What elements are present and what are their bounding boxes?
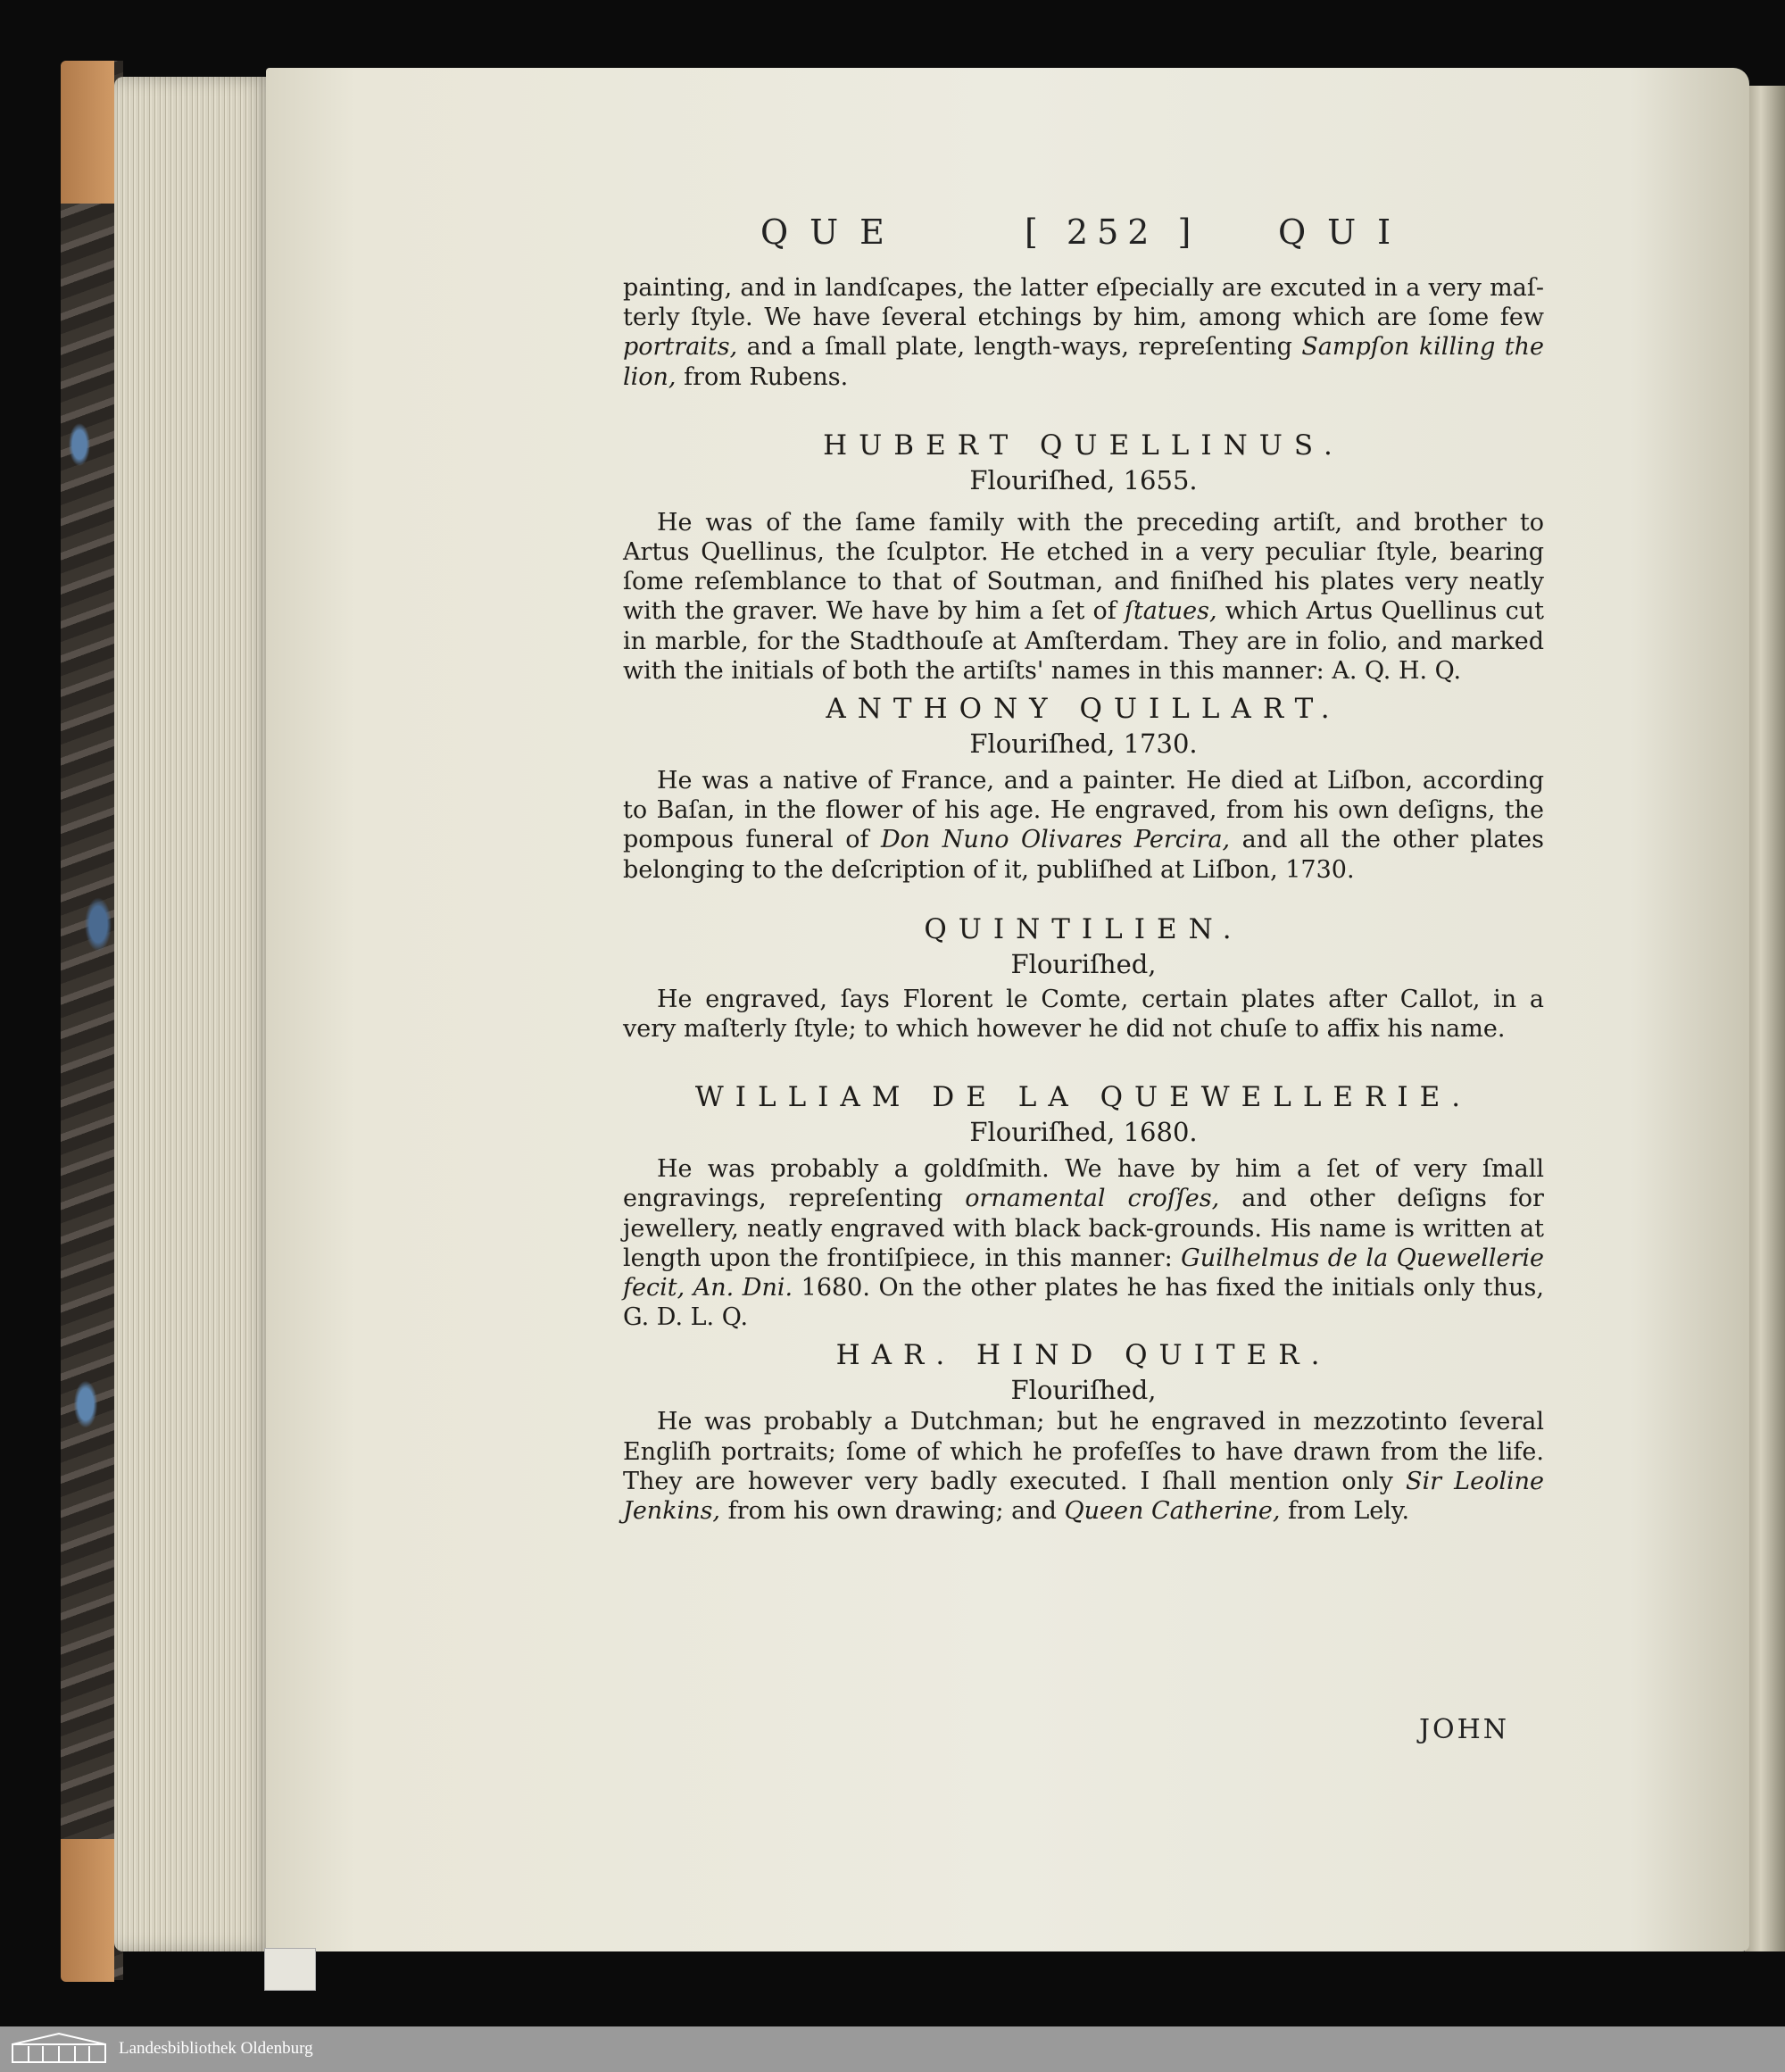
entry-date-quiter: Flouriſhed, bbox=[1010, 1375, 1157, 1406]
entry-heading-quiter: HAR. HIND QUITER. bbox=[835, 1339, 1332, 1372]
entry-heading-quewellerie: WILLIAM DE LA QUEWELLERIE. bbox=[694, 1081, 1473, 1114]
entry-date-quintilien: Flouriſhed, bbox=[1010, 948, 1157, 979]
entry-text-quiter: He was probably a Dutchman; but he engraved in mezzotinto ſeveral Engliſh portraits; ſome of which he profeſſes to have drawn from the life. They are however very badly executed. I ſhall mention only Sir Leoline Jenkins, from his own drawing; and Queen Catherine, from Lely. bbox=[623, 1408, 1544, 1526]
running-head-right: QUI bbox=[1278, 212, 1413, 252]
page-number: [ 252 ] bbox=[1025, 212, 1200, 252]
paper-tab bbox=[264, 1948, 316, 1991]
library-building-icon bbox=[11, 2032, 107, 2064]
leather-corner-top bbox=[61, 61, 114, 204]
entry-text-hubert: He was of the ſame family with the preceding artiſt, and brother to Artus Quellinus, the ſculptor. He etched in a very peculiar ſtyle, bearing ſome reſemblance to that of Soutman, and finiſhed his plates very neatly with the graver. We have by him a ſet of ſtatues, which Artus Quellinus cut in marble, for the Stadthouſe at Amſterdam. They are in folio, and marked with the initials of both the artiſts' names in this manner: A. Q. H. Q. bbox=[623, 508, 1544, 685]
entry-heading-quintilien: QUINTILIEN. bbox=[924, 912, 1243, 945]
entry-date-quillart: Flouriſhed, 1730. bbox=[969, 728, 1198, 760]
entry-heading-hubert: HUBERT QUELLINUS. bbox=[823, 429, 1344, 462]
library-name: Landesbibliothek Oldenburg bbox=[119, 2039, 313, 2058]
leather-corner-bottom bbox=[61, 1839, 114, 1982]
entry-date-quewellerie: Flouriſhed, 1680. bbox=[969, 1117, 1198, 1148]
page-edges bbox=[114, 77, 271, 1951]
entry-heading-quillart: ANTHONY QUILLART. bbox=[826, 693, 1341, 726]
right-page-edge bbox=[1745, 86, 1785, 1951]
running-head-left: QUE bbox=[760, 212, 906, 252]
entry-date-hubert: Flouriſhed, 1655. bbox=[969, 464, 1198, 495]
entry-text-quillart: He was a native of France, and a painter. He died at Liſbon, according to Baſan, in the flower of his age. He engraved, from his own deſigns, the pompous funeral of Don Nuno Olivares Percira, and all the other plates belonging to the deſcription of it, publiſhed at Liſbon, 1730. bbox=[623, 767, 1544, 884]
catchword: JOHN bbox=[1419, 1714, 1510, 1745]
intro-paragraph: painting, and in landſcapes, the latter eſpecially are excuted in a very maſ- terly ſtyle. We have ſeveral etchings by him, among which are ſome few portraits, and a ſmall plate, length-ways, repreſenting Sampſon killing the lion, from Rubens. bbox=[623, 274, 1544, 391]
entry-text-quewellerie: He was probably a goldſmith. We have by him a ſet of very ſmall engravings, repreſenting ornamental croſſes, and other deſigns for jewellery, neatly engraved with black back-grounds. His name is written at length upon the frontiſpiece, in this manner: Guilhelmus de la Quewellerie fecit, An. Dni. 1680. On the other plates he has fixed the initials only thus, G. D. L. Q. bbox=[623, 1155, 1544, 1332]
entry-text-quintilien: He engraved, ſays Florent le Comte, certain plates after Callot, in a very maſterly ſtyle; to which however he did not chuſe to affix his name. bbox=[623, 985, 1544, 1044]
library-footer-bar bbox=[0, 2026, 1785, 2072]
page-text bbox=[623, 273, 1544, 1526]
